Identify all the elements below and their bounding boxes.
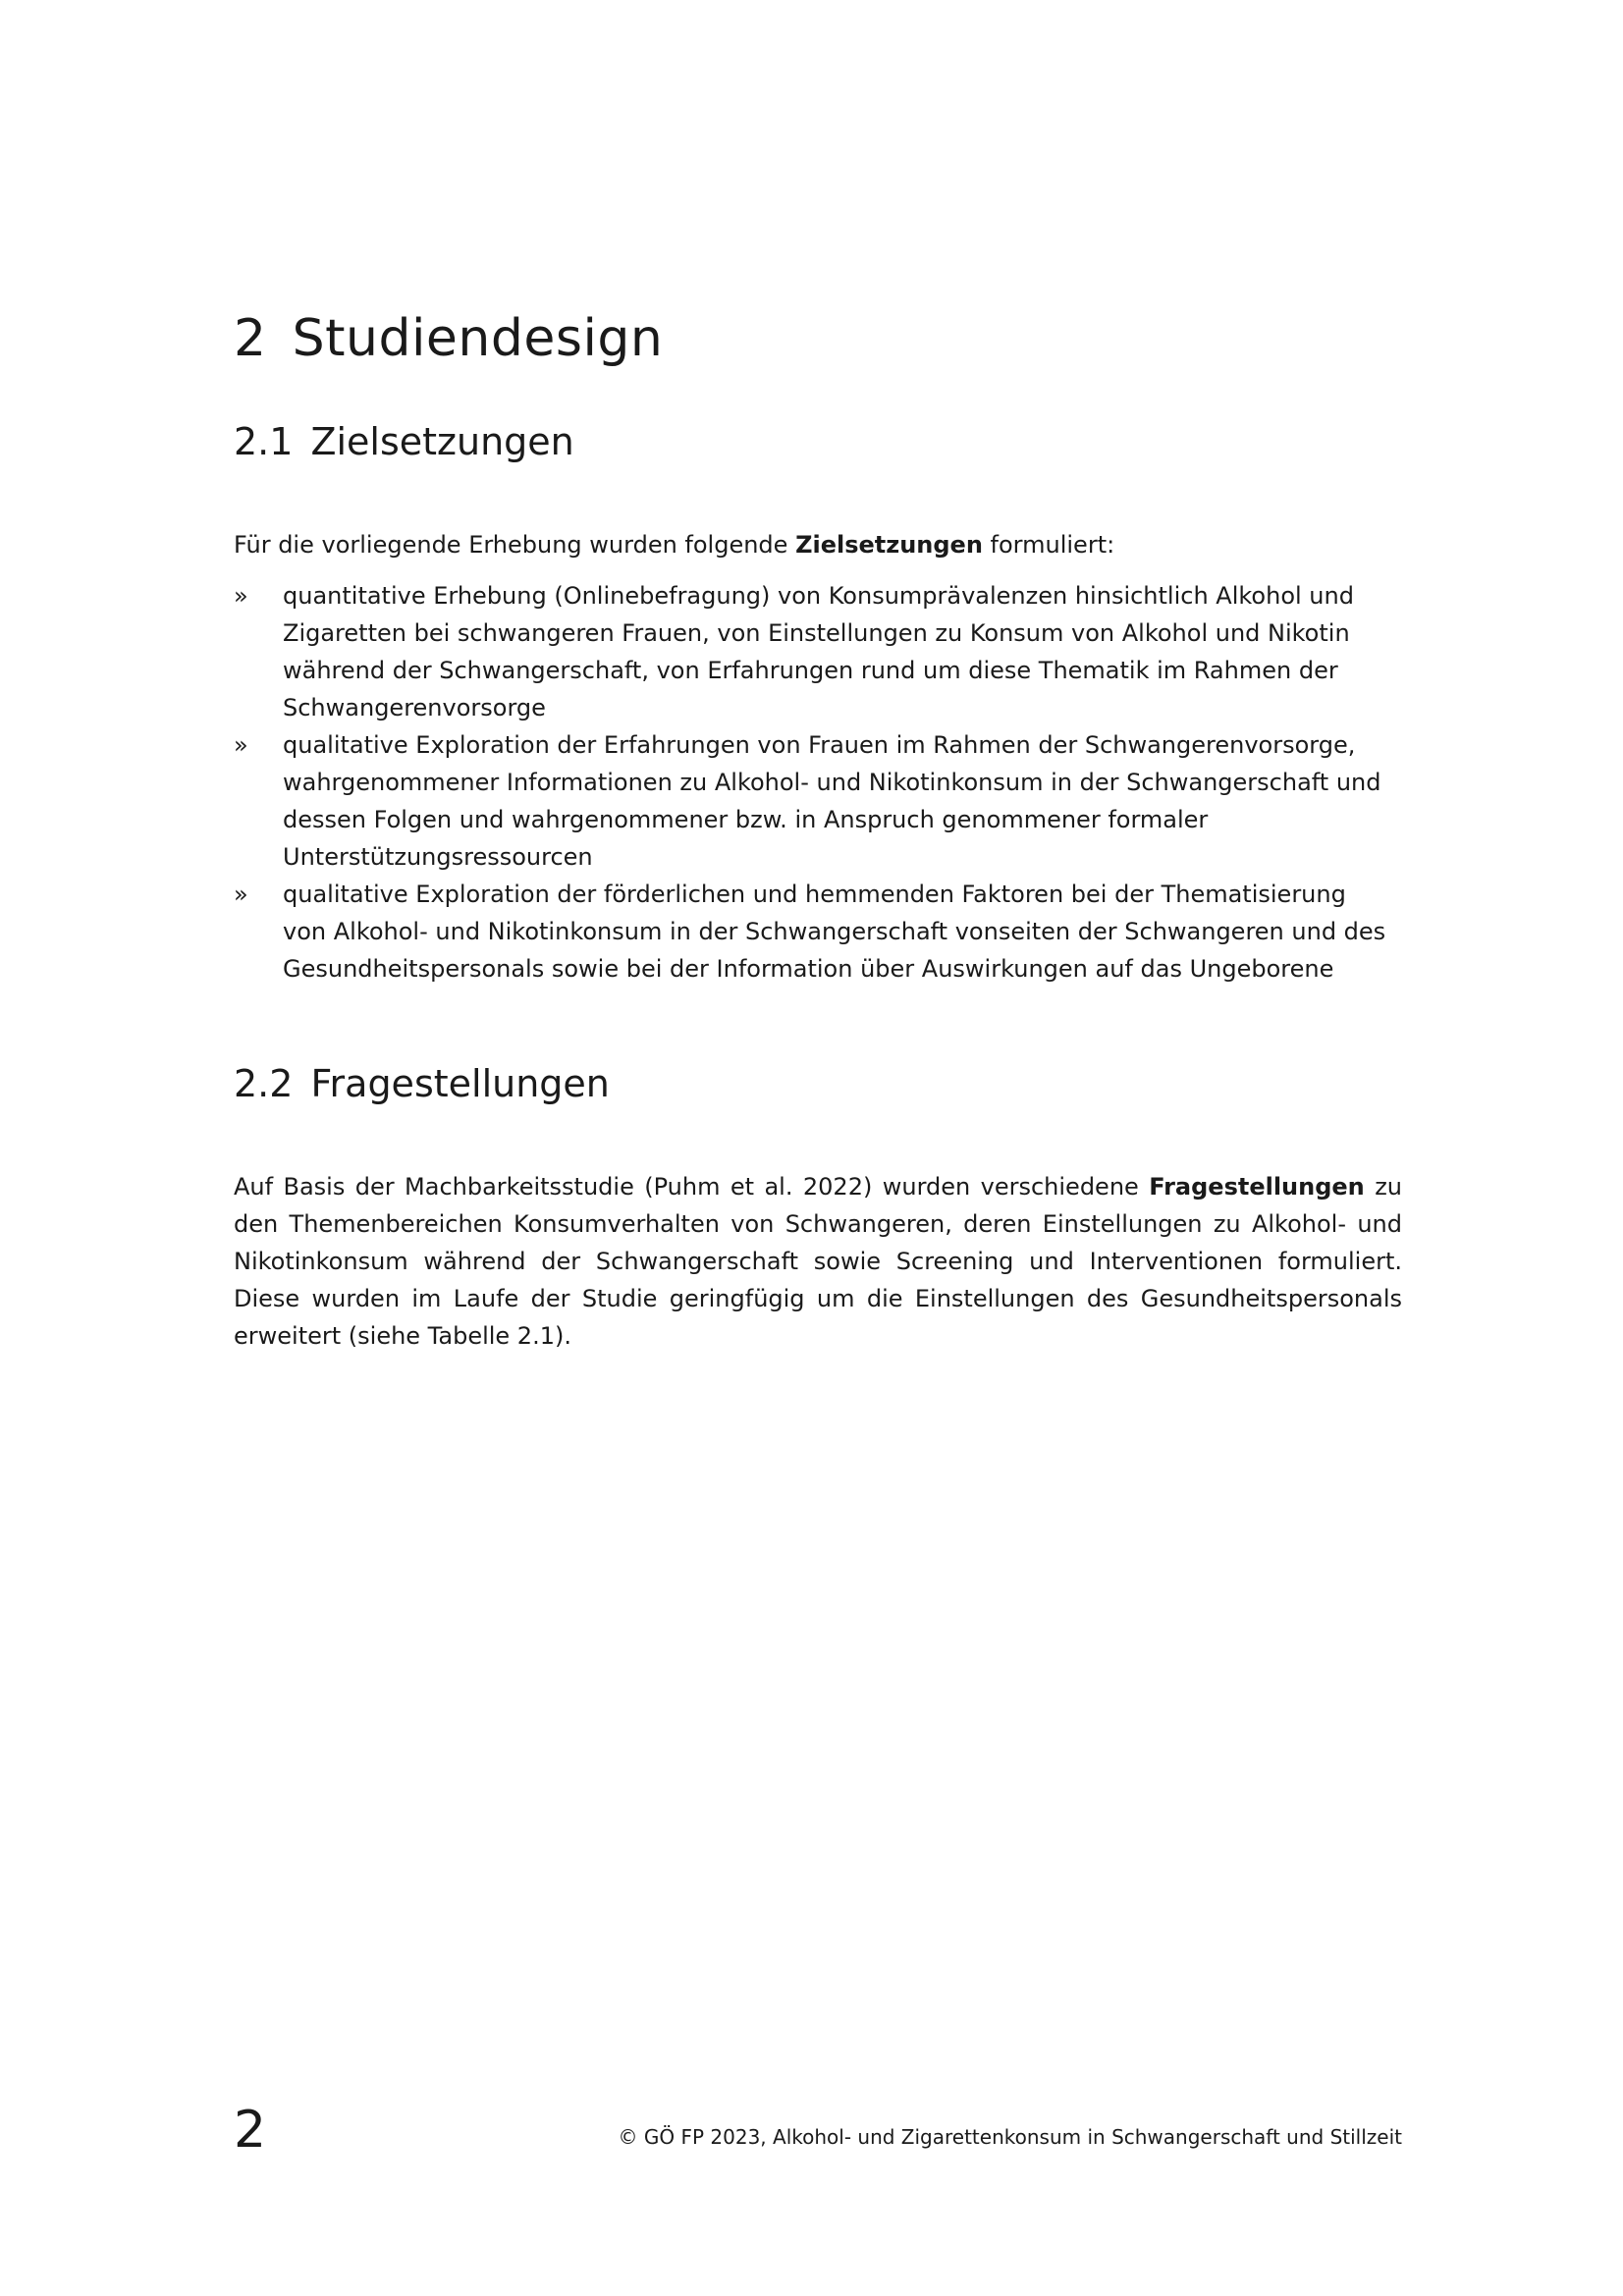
chapter-number: 2 [234,309,267,368]
chapter-heading [234,294,1402,383]
list-item [234,577,1392,726]
bullet-marker: » [234,582,248,610]
list-item [234,726,1392,876]
bullet-marker: » [234,881,248,908]
list-item-text: qualitative Exploration der förderlichen und hemmenden Faktoren bei der Thematisierung von Alkohol- und Nikotinkonsum in der Schwangerschaft vonseiten der Schwangeren und des Gesundheitspersonals sowie bei der Information über Auswirkungen auf das Ungeborene [283,881,1386,983]
list-item [234,876,1392,988]
section-title: Fragestellungen [310,1062,610,1105]
goals-list [234,577,1402,988]
section-number: 2.1 [234,420,294,463]
paragraph-bold-term: Fragestellungen [1149,1173,1365,1201]
section-number: 2.2 [234,1062,294,1105]
page-footer [234,2101,1402,2160]
paragraph-text-end: zu den Themenbereichen Konsumverhalten von Schwangeren, deren Einstellungen zu Alkohol- und Nikotinkonsum während der Schwangerschaft sowie Screening und Interventionen formuliert. Diese wurden im Laufe der Studie geringfügig um die Einstellungen des Gesundheitspersonals erweitert (siehe Tabelle 2.1). [234,1173,1403,1350]
intro-paragraph [234,526,1402,563]
chapter-title: Studiendesign [292,309,664,368]
footer-copyright: © GÖ FP 2023, Alkohol- und Zigarettenkonsum in Schwangerschaft und Stillzeit [618,2125,1402,2149]
intro-text-end: formuliert: [982,531,1115,559]
bullet-marker: » [234,731,248,759]
section-heading-zielsetzungen [234,412,1402,471]
list-item-text: quantitative Erhebung (Onlinebefragung) von Konsumprävalenzen hinsichtlich Alkohol und Zigaretten bei schwangeren Frauen, von Einstellungen zu Konsum von Alkohol und Nikotin während der Schwangerschaft, von Erfahrungen rund um diese Thematik im Rahmen der Schwangerenvorsorge [283,582,1354,721]
intro-bold-term: Zielsetzungen [795,531,983,559]
page-number: 2 [234,2101,267,2160]
section-title: Zielsetzungen [310,420,574,463]
page-content [234,294,1402,1355]
section-heading-fragestellungen [234,1054,1402,1113]
paragraph-text: Auf Basis der Machbarkeitsstudie (Puhm et al. 2022) wurden verschiedene [234,1173,1150,1201]
intro-text: Für die vorliegende Erhebung wurden folgende [234,531,796,559]
list-item-text: qualitative Exploration der Erfahrungen von Frauen im Rahmen der Schwangerenvorsorge, wahrgenommener Informationen zu Alkohol- und Nikotinkonsum in der Schwangerschaft und dessen Folgen und wahrgenommener bzw. in Anspruch genommener formaler Unterstützungsressourcen [283,731,1381,871]
body-paragraph [234,1168,1402,1355]
